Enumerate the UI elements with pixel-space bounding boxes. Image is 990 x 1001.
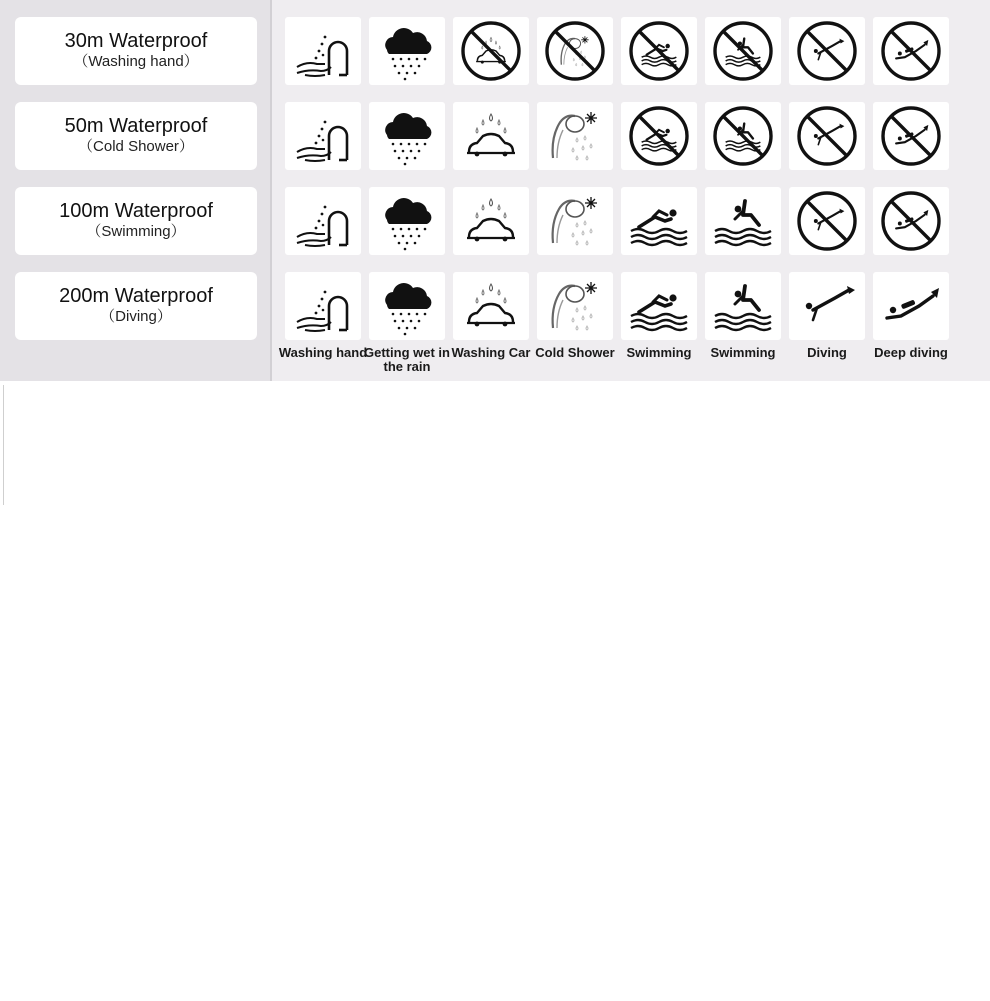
diver-jump-icon: [705, 187, 781, 255]
activity-label: Cold Shower: [535, 345, 615, 360]
washing-car-icon: [453, 272, 529, 340]
cold-shower-icon: [537, 272, 613, 340]
rating-subtitle: （Diving）: [100, 308, 172, 325]
prohibited-swimmer-icon: [621, 17, 697, 85]
rain-cloud-icon: [369, 187, 445, 255]
rating-box: [15, 187, 257, 255]
washing-hand-icon: [285, 102, 361, 170]
prohibited-diving-icon: [789, 17, 865, 85]
rating-box: [15, 272, 257, 340]
prohibited-diving-icon: [789, 102, 865, 170]
prohibited-scuba-diving-icon: [873, 187, 949, 255]
washing-car-icon: [453, 102, 529, 170]
rating-box: [15, 17, 257, 85]
rating-title: 50m Waterproof: [64, 115, 208, 137]
rating-title: 30m Waterproof: [64, 30, 208, 52]
diver-jump-icon: [705, 272, 781, 340]
activity-label: Washing hand: [278, 345, 368, 360]
washing-car-icon: [453, 187, 529, 255]
rain-cloud-icon: [369, 17, 445, 85]
prohibited-cold-shower-icon: [537, 17, 613, 85]
rain-cloud-icon: [369, 272, 445, 340]
activity-label: Diving: [807, 345, 847, 360]
rating-subtitle: （Washing hand）: [73, 53, 199, 70]
edge-line: [3, 385, 4, 505]
prohibited-diver-jump-icon: [705, 102, 781, 170]
prohibited-diving-icon: [789, 187, 865, 255]
rating-title: 200m Waterproof: [59, 285, 213, 307]
cold-shower-icon: [537, 187, 613, 255]
activity-label: Deep diving: [874, 345, 948, 360]
scuba-diving-icon: [873, 272, 949, 340]
rain-cloud-icon: [369, 102, 445, 170]
prohibited-swimmer-icon: [621, 102, 697, 170]
prohibited-diver-jump-icon: [705, 17, 781, 85]
washing-hand-icon: [285, 272, 361, 340]
prohibited-scuba-diving-icon: [873, 102, 949, 170]
rating-subtitle: （Swimming）: [86, 223, 186, 240]
prohibited-washing-car-icon: [453, 17, 529, 85]
washing-hand-icon: [285, 17, 361, 85]
activity-label: Swimming: [710, 345, 776, 360]
activity-label: Swimming: [626, 345, 692, 360]
swimmer-icon: [621, 272, 697, 340]
rating-subtitle: （Cold Shower）: [78, 138, 194, 155]
rating-title: 100m Waterproof: [59, 200, 213, 222]
activity-label: Getting wet in the rain: [364, 345, 450, 374]
cold-shower-icon: [537, 102, 613, 170]
swimmer-icon: [621, 187, 697, 255]
diving-icon: [789, 272, 865, 340]
washing-hand-icon: [285, 187, 361, 255]
activity-label: Washing Car: [451, 345, 531, 360]
column-divider: [270, 0, 272, 381]
prohibited-scuba-diving-icon: [873, 17, 949, 85]
rating-box: [15, 102, 257, 170]
